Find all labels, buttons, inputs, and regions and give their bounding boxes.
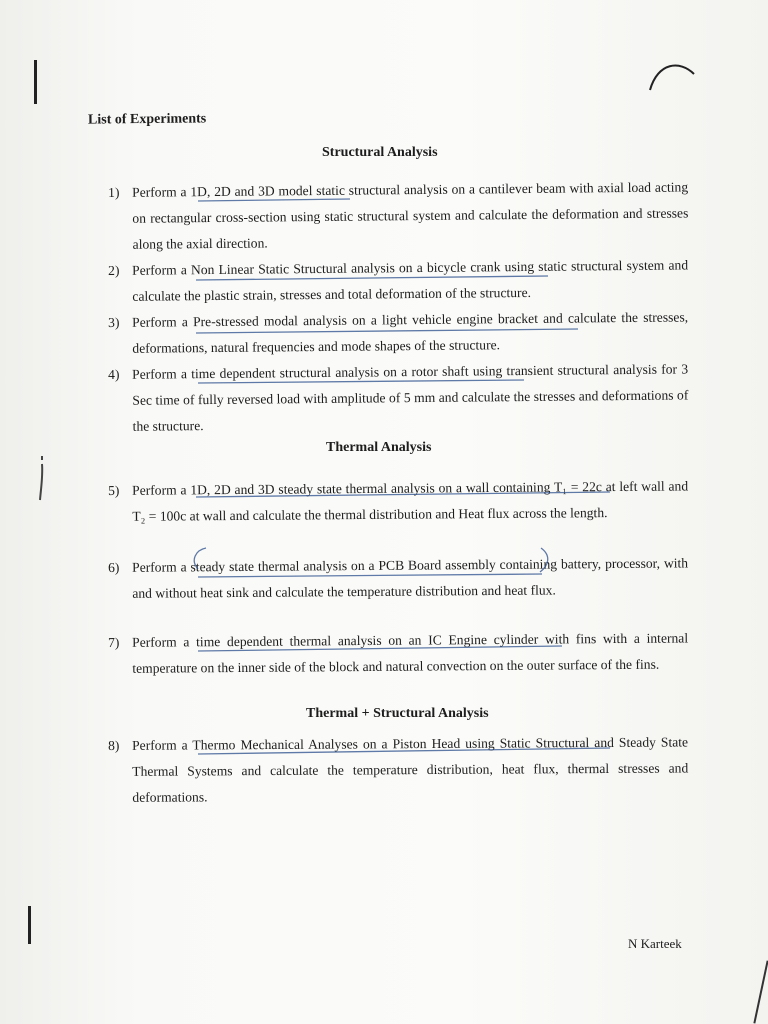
experiment-text: Perform a Thermo Mechanical Analyses on a Piston Head using Static Structural and Steady State Thermal Systems and calculate the temperature distribution, heat flux, thermal stresses and deformations.: [132, 734, 689, 805]
experiment-number: 2): [108, 262, 120, 278]
experiment-text: Perform a time dependent structural analysis on a rotor shaft using transient structural analysis for 3 Sec time of fully reversed load with amplitude of 5 mm and calculate the stresses and deformations of the structure.: [132, 361, 689, 434]
experiment-number: 7): [108, 634, 120, 650]
section-heading-thermal-structural: Thermal + Structural Analysis: [306, 706, 489, 721]
experiment-text: Perform a steady state thermal analysis on a PCB Board assembly containing battery, processor, with and without heat sink and calculate the temperature distribution and heat flux.: [132, 555, 689, 601]
experiment-number: 8): [108, 737, 120, 753]
experiment-text: Perform a Non Linear Static Structural analysis on a bicycle crank using static structural system and calculate the plastic strain, stresses and total deformation of the structure.: [132, 257, 689, 304]
experiment-text: Perform a 1D, 2D and 3D model static structural analysis on a cantilever beam with axial load acting on rectangular cross-section using static structural system and calculate the deformation and stresses along the axial direction.: [132, 179, 689, 252]
experiment-text: Perform a Pre-stressed modal analysis on a light vehicle engine bracket and calculate the stresses, deformations, natural frequencies and mode shapes of the structure.: [132, 309, 689, 356]
experiment-number: 1): [108, 184, 120, 200]
signature: N Karteek: [628, 936, 682, 951]
list-heading: List of Experiments: [87, 111, 207, 128]
experiment-number: 3): [108, 314, 120, 330]
experiment-text: Perform a 1D, 2D and 3D steady state thermal analysis on a wall containing T₁ = 22c at left wall and T₂ = 100c at wall and calculate the thermal distribution and Heat flux across the length.: [132, 478, 689, 524]
experiment-number: 6): [108, 559, 120, 575]
section-heading-structural: Structural Analysis: [322, 145, 438, 160]
experiment-text: Perform a time dependent thermal analysis on an IC Engine cylinder with fins with a internal temperature on the inner side of the block and natural convection on the outer surface of the fins.: [132, 630, 689, 676]
section-heading-thermal: Thermal Analysis: [326, 440, 432, 455]
experiment-number: 5): [108, 482, 120, 498]
experiment-number: 4): [108, 366, 120, 382]
